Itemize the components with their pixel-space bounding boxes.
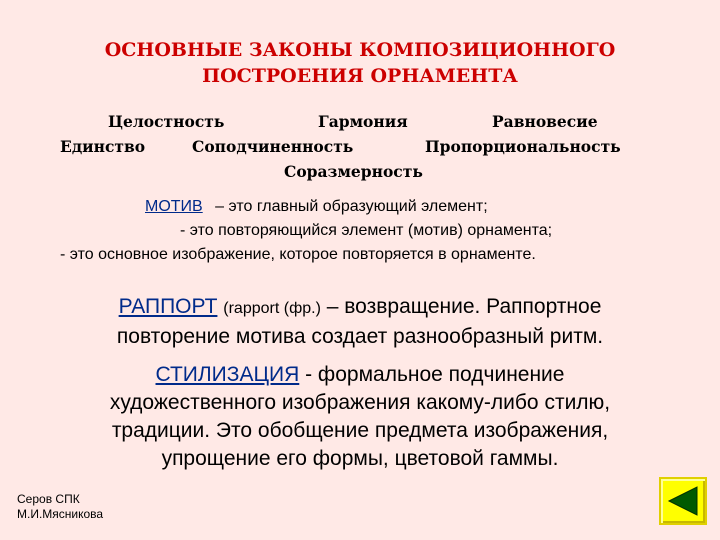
law-item: Единство: [60, 137, 146, 156]
law-item: Целостность: [108, 112, 225, 131]
rapport-note: (rapport (фр.): [223, 300, 321, 317]
slide-title: [0, 37, 720, 89]
back-button[interactable]: [659, 477, 707, 525]
rapport-line-1: [40, 293, 680, 323]
law-item: Соподчиненность: [192, 137, 354, 156]
motif-def-1: – это главный образующий элемент;: [215, 198, 488, 215]
stylization-term: СТИЛИЗАЦИЯ: [155, 363, 300, 386]
back-triangle-icon: [661, 479, 705, 523]
law-item: Гармония: [318, 112, 408, 131]
title-line-1: ОСНОВНЫЕ ЗАКОНЫ КОМПОЗИЦИОННОГО: [104, 39, 616, 61]
rapport-line-1-rest: – возвращение. Раппортное: [326, 295, 602, 318]
stylization-line-1: [40, 361, 680, 389]
rapport-term: РАППОРТ: [118, 295, 218, 318]
motif-line-1: [145, 198, 488, 216]
stylization-line-4: упрощение его формы, цветовой гаммы.: [161, 447, 559, 470]
motif-def-2: - это повторяющийся элемент (мотив) орнамента;: [180, 222, 553, 239]
rapport-block: [40, 293, 680, 351]
footer-line-1: Серов СПК: [17, 492, 80, 506]
footer-credits: [17, 492, 103, 522]
law-item: Соразмерность: [284, 162, 423, 181]
footer-line-2: М.И.Мясникова: [17, 507, 104, 521]
title-line-2: ПОСТРОЕНИЯ ОРНАМЕНТА: [202, 65, 518, 87]
stylization-line-3: традиции. Это обобщение предмета изображения,: [111, 419, 609, 442]
stylization-line-2: художественного изображения какому-либо стилю,: [109, 391, 611, 414]
stylization-line-1-rest: - формальное подчинение: [305, 363, 565, 386]
motif-term: МОТИВ: [145, 198, 203, 215]
law-item: Равновесие: [492, 112, 598, 131]
motif-def-3: - это основное изображение, которое повторяется в орнаменте.: [60, 246, 536, 263]
rapport-line-2: повторение мотива создает разнообразный ритм.: [116, 325, 604, 348]
law-item: Пропорциональность: [425, 137, 621, 156]
stylization-block: [40, 361, 680, 473]
